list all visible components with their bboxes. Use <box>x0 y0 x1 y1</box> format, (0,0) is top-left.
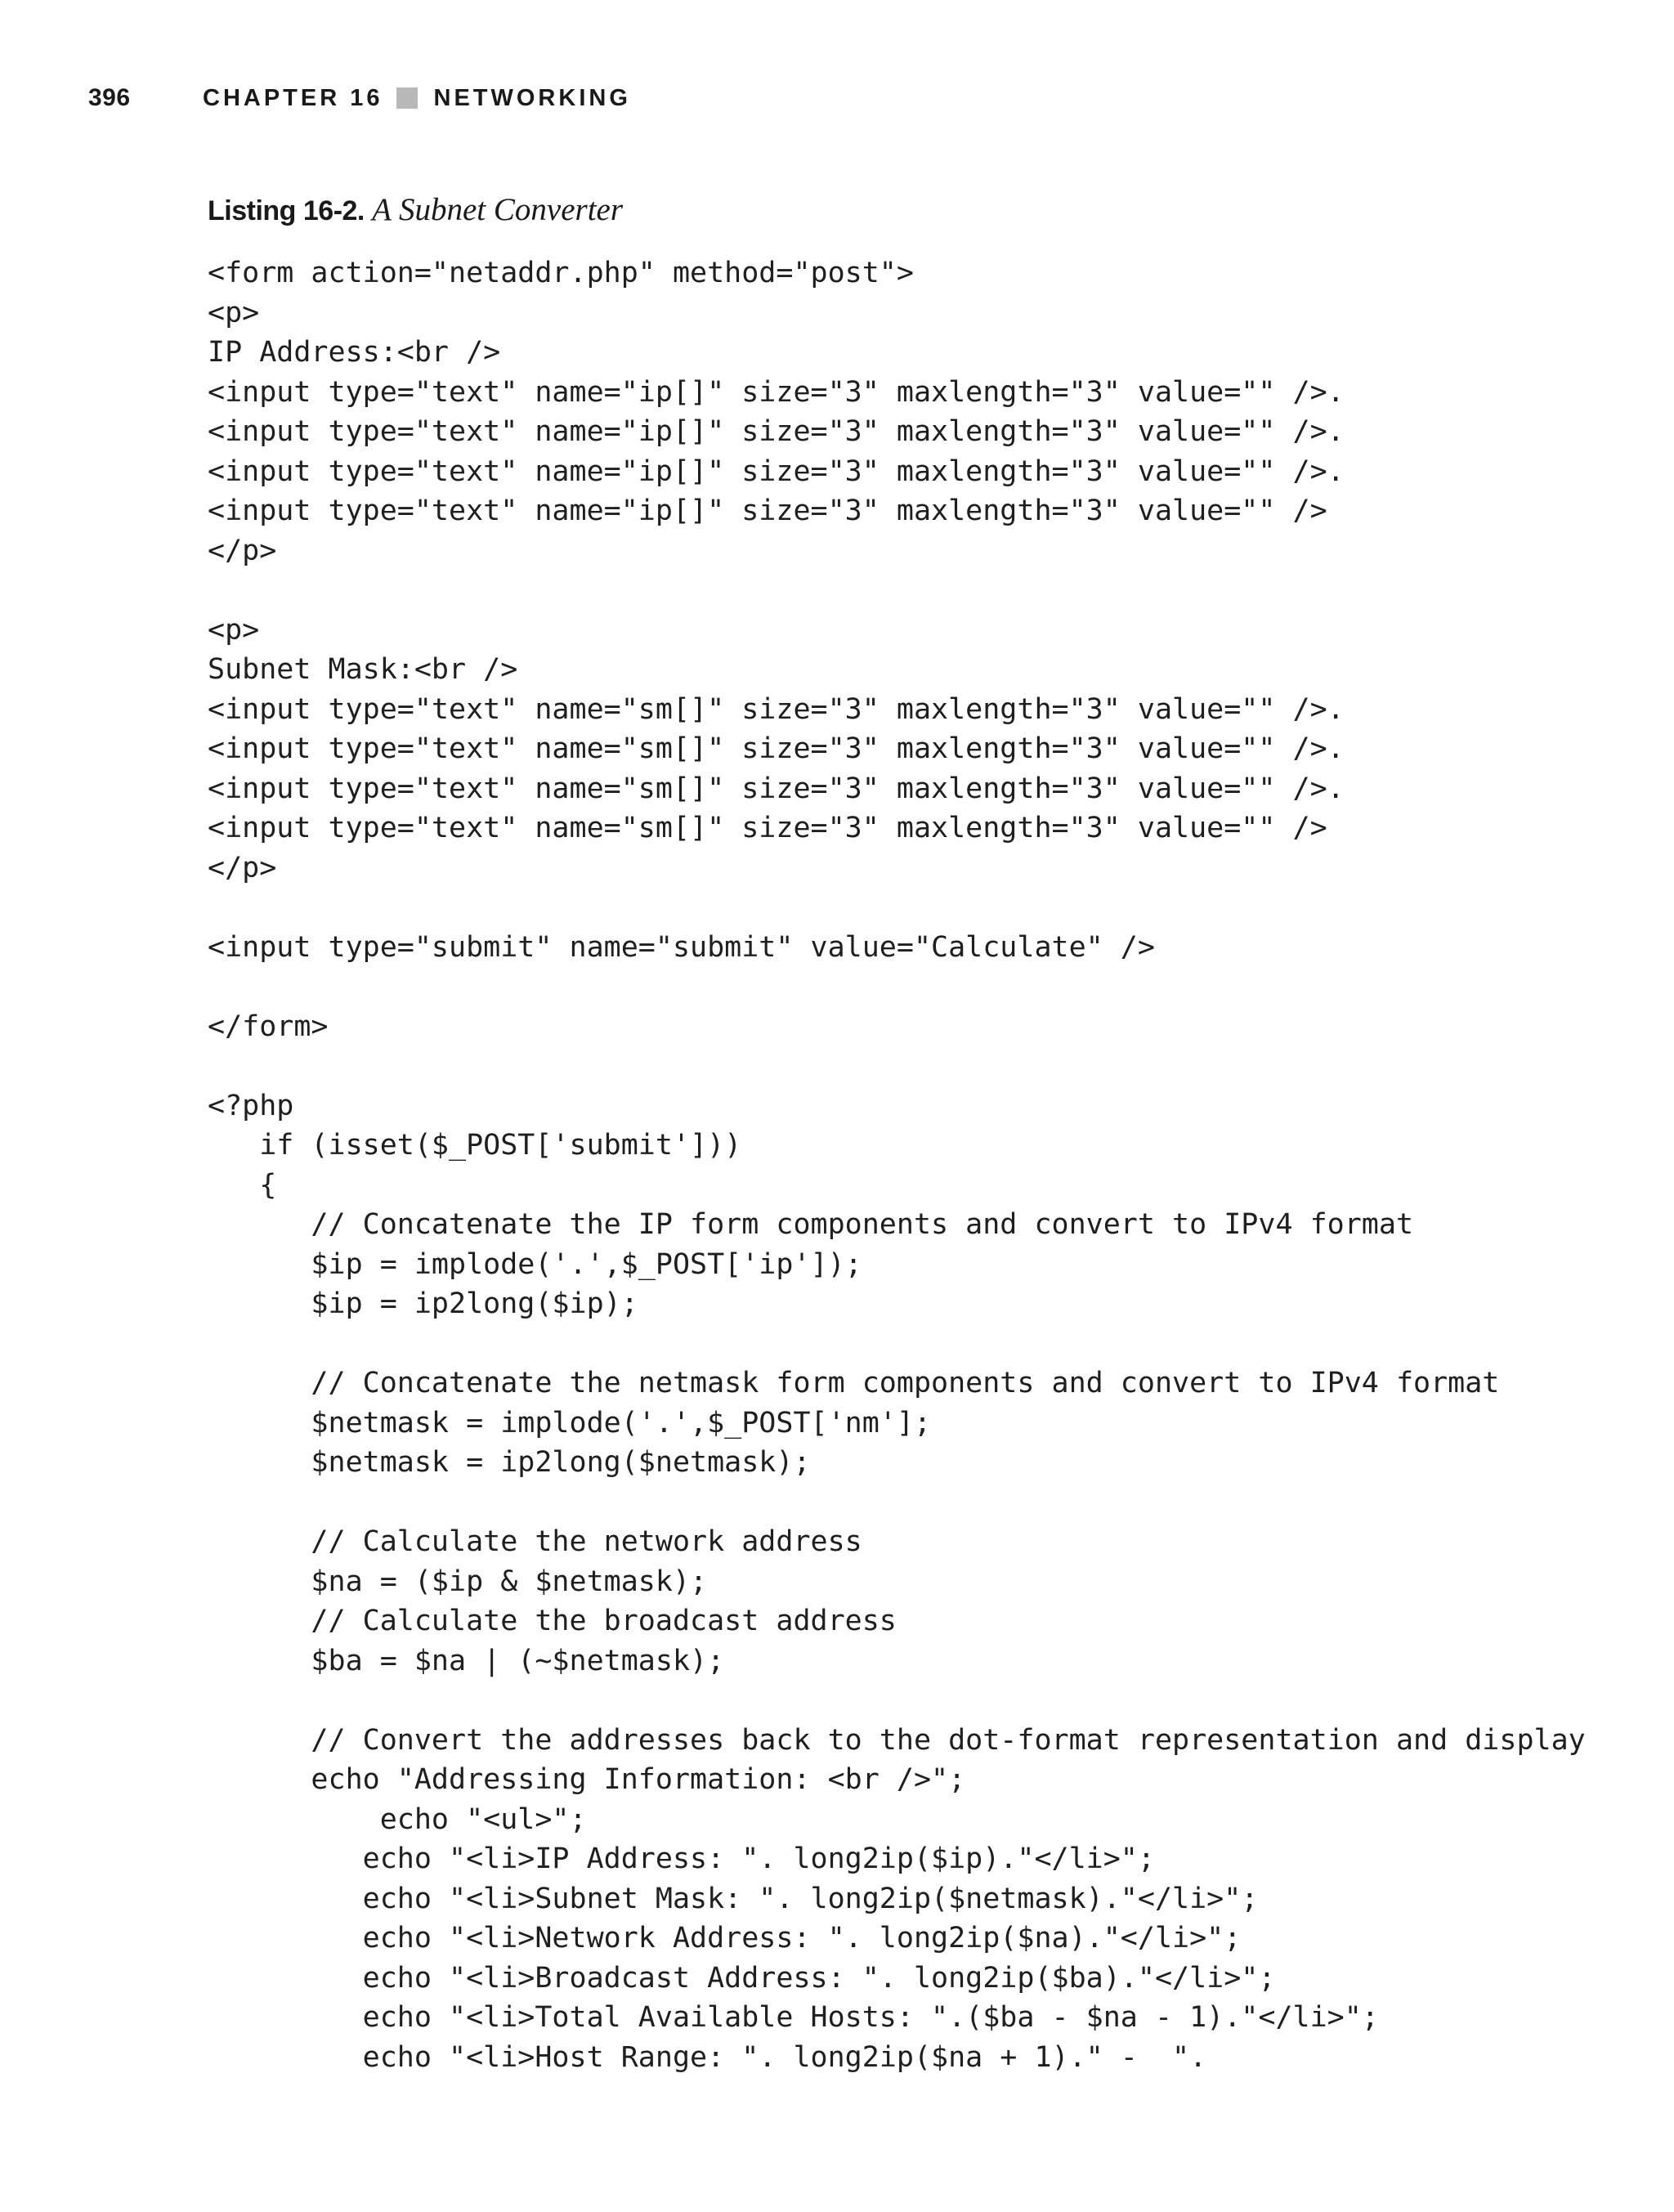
code-line: <p> <box>208 613 260 647</box>
code-line: echo "<li>Network Address: ". long2ip($na)."</li>"; <box>208 1922 1242 1955</box>
running-head <box>203 82 631 114</box>
code-line: <form action="netaddr.php" method="post"> <box>208 257 914 289</box>
code-line: <input type="text" name="sm[]" size="3" maxlength="3" value="" />. <box>208 772 1345 805</box>
listing-caption <box>208 191 623 228</box>
code-line: echo "<li>Total Available Hosts: ".($ba - $na - 1)."</li>"; <box>208 2001 1379 2034</box>
code-line: echo "<li>Broadcast Address: ". long2ip($ba)."</li>"; <box>208 1961 1276 1995</box>
code-listing <box>208 253 1586 2077</box>
code-line: echo "<li>Host Range: ". long2ip($na + 1)." - ". <box>208 2040 1207 2074</box>
code-line: <input type="text" name="sm[]" size="3" maxlength="3" value="" /> <box>208 812 1327 844</box>
page-header <box>88 82 631 114</box>
code-line: <input type="text" name="ip[]" size="3" maxlength="3" value="" />. <box>208 415 1345 448</box>
code-line: if (isset($_POST['submit'])) <box>208 1129 742 1162</box>
listing-title: A Subnet Converter <box>372 192 624 227</box>
code-line: $netmask = ip2long($netmask); <box>208 1446 811 1479</box>
code-line: <input type="text" name="ip[]" size="3" maxlength="3" value="" />. <box>208 375 1345 409</box>
code-line: <input type="submit" name="submit" value="Calculate" /> <box>208 930 1155 964</box>
page-number: 396 <box>88 84 131 111</box>
chapter-title: CHAPTER 16 <box>203 84 383 111</box>
code-line <box>208 1324 1586 1364</box>
code-line: </p> <box>208 851 277 884</box>
section-title: NETWORKING <box>433 84 631 111</box>
code-line: echo "<ul>"; <box>208 1802 587 1836</box>
code-line: echo "<li>IP Address: ". long2ip($ip)."</li>"; <box>208 1843 1155 1875</box>
code-line: <p> <box>208 296 260 329</box>
listing-label: Listing 16-2. <box>208 195 365 226</box>
code-line: IP Address:<br /> <box>208 336 501 369</box>
code-line: { <box>208 1168 277 1202</box>
code-line: echo "<li>Subnet Mask: ". long2ip($netmask)."</li>"; <box>208 1882 1259 1915</box>
code-line: <input type="text" name="ip[]" size="3" maxlength="3" value="" />. <box>208 454 1345 488</box>
code-line: </form> <box>208 1010 329 1043</box>
code-line: <input type="text" name="ip[]" size="3" maxlength="3" value="" /> <box>208 495 1327 527</box>
code-line: $ip = implode('.',$_POST['ip']); <box>208 1247 862 1281</box>
code-line: $ip = ip2long($ip); <box>208 1287 638 1320</box>
code-line: // Convert the addresses back to the dot-format representation and display <box>208 1723 1586 1757</box>
code-line: </p> <box>208 534 277 567</box>
code-line <box>208 1483 1586 1523</box>
code-line: $netmask = implode('.',$_POST['nm']; <box>208 1406 932 1440</box>
code-line: echo "Addressing Information: <br />"; <box>208 1763 966 1796</box>
code-line: // Calculate the broadcast address <box>208 1605 897 1637</box>
code-line <box>208 1681 1586 1721</box>
separator-square-icon <box>396 87 418 109</box>
code-line: $na = ($ip & $netmask); <box>208 1565 708 1598</box>
code-line: // Calculate the network address <box>208 1525 862 1558</box>
code-line: // Concatenate the IP form components and convert to IPv4 format <box>208 1208 1414 1241</box>
code-line <box>208 888 1586 928</box>
code-line: <input type="text" name="sm[]" size="3" maxlength="3" value="" />. <box>208 732 1345 765</box>
code-line <box>208 571 1586 611</box>
code-line: // Concatenate the netmask form components and convert to IPv4 format <box>208 1367 1500 1399</box>
code-line <box>208 1046 1586 1086</box>
code-line: <input type="text" name="sm[]" size="3" maxlength="3" value="" />. <box>208 692 1345 726</box>
code-line: $ba = $na | (~$netmask); <box>208 1644 725 1677</box>
code-line: <?php <box>208 1089 294 1122</box>
code-line <box>208 967 1586 1007</box>
code-line: Subnet Mask:<br /> <box>208 653 518 686</box>
